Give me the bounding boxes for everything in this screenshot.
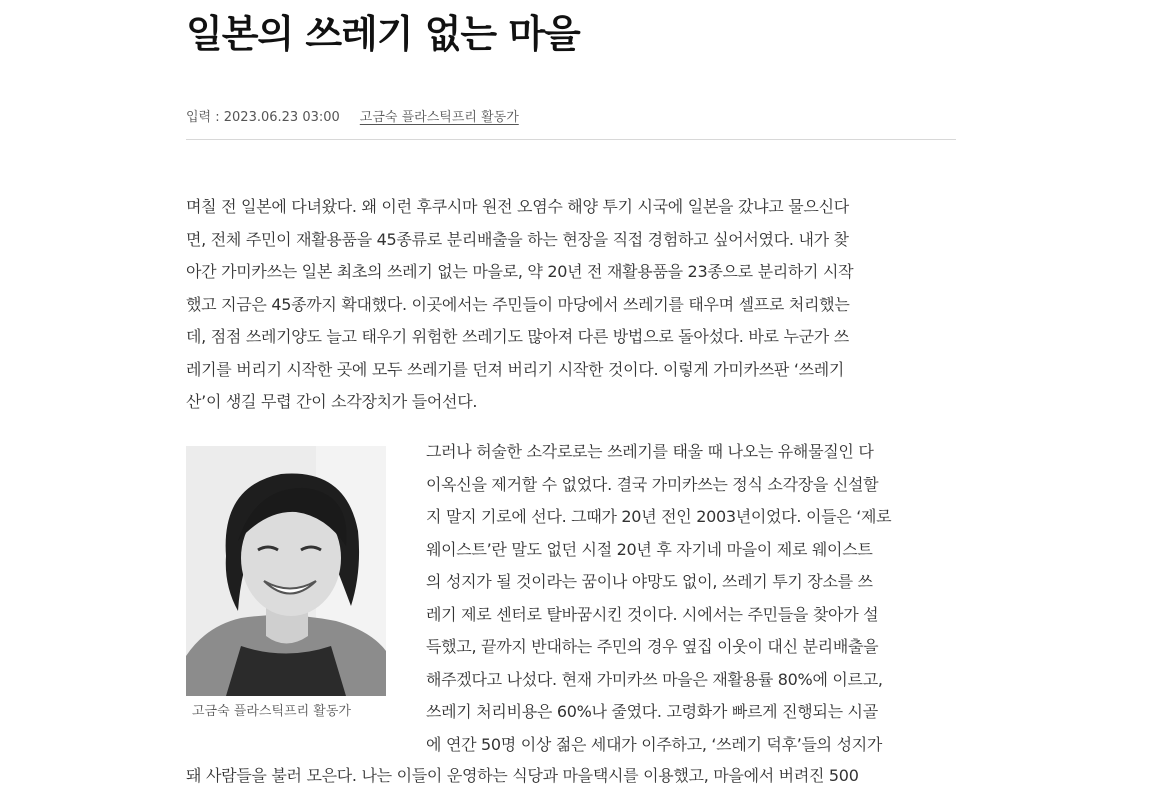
paragraph-line: 지 말지 기로에 선다. 그때가 20년 전인 2003년이었다. 이들은 ‘제로 bbox=[426, 507, 892, 526]
paragraph-line: 이옥신을 제거할 수 없었다. 결국 가미카쓰는 정식 소각장을 신설할 bbox=[426, 474, 879, 494]
paragraph-1 bbox=[186, 191, 916, 419]
paragraph-line: 쓰레기 처리비용은 60%나 줄였다. 고령화가 빠르게 진행되는 시골 bbox=[426, 702, 878, 721]
header-divider bbox=[186, 139, 956, 140]
author-photo bbox=[186, 446, 386, 696]
paragraph-line: 웨이스트’란 말도 없던 시절 20년 후 자기네 마을이 제로 웨이스트 bbox=[426, 539, 873, 559]
paragraph-line: 며칠 전 일본에 다녀왔다. 왜 이런 후쿠시마 원전 오염수 해양 투기 시국에 일본을 갔냐고 물으신다 bbox=[186, 197, 849, 216]
paragraph-line: 해주겠다고 나섰다. 현재 가미카쓰 마을은 재활용률 80%에 이르고, bbox=[426, 669, 883, 689]
paragraph-line: 레기를 버리기 시작한 곳에 모두 쓰레기를 던져 버리기 시작한 것이다. 이렇게 가미카쓰판 ‘쓰레기 bbox=[186, 359, 845, 379]
paragraph-line: 돼 사람들을 불러 모은다. 나는 이들이 운영하는 식당과 마을택시를 이용했고, 마을에서 버려진 500 bbox=[186, 766, 859, 785]
paragraph-line: 면, 전체 주민이 재활용품을 45종류로 분리배출을 하는 현장을 직접 경험하고 싶어서였다. 내가 찾 bbox=[186, 229, 849, 249]
input-date: 입력 : 2023.06.23 03:00 bbox=[186, 109, 340, 125]
paragraph-line: 의 성지가 될 것이라는 꿈이나 야망도 없이, 쓰레기 투기 장소를 쓰 bbox=[426, 572, 873, 591]
paragraph-line: 아간 가미카쓰는 일본 최초의 쓰레기 없는 마을로, 약 20년 전 재활용품을 23종으로 분리하기 시작 bbox=[186, 262, 854, 281]
paragraph-line: 에 연간 50명 이상 젊은 세대가 이주하고, ‘쓰레기 덕후’들의 성지가 bbox=[426, 734, 883, 754]
author-link[interactable]: 고금숙 플라스틱프리 활동가 bbox=[359, 109, 519, 125]
paragraph-2-continued bbox=[186, 760, 926, 793]
paragraph-line: 산’이 생길 무렵 간이 소각장치가 들어선다. bbox=[186, 392, 478, 411]
paragraph-line: 데, 점점 쓰레기양도 늘고 태우기 위험한 쓰레기도 많아져 다른 방법으로 돌아섰다. 바로 누군가 쓰 bbox=[186, 327, 849, 346]
paragraph-line: 그러나 허술한 소각로로는 쓰레기를 태울 때 나오는 유해물질인 다 bbox=[426, 442, 874, 461]
author-photo-figure bbox=[186, 446, 386, 721]
paragraph-2 bbox=[426, 436, 926, 761]
article-meta bbox=[186, 105, 519, 125]
paragraph-line: 레기 제로 센터로 탈바꿈시킨 것이다. 시에서는 주민들을 찾아가 설 bbox=[426, 604, 879, 624]
paragraph-line: 했고 지금은 45종까지 확대했다. 이곳에서는 주민들이 마당에서 쓰레기를 태우며 셀프로 처리했는 bbox=[186, 294, 850, 314]
photo-caption: 고금숙 플라스틱프리 활동가 bbox=[192, 704, 351, 719]
article-title: 일본의 쓰레기 없는 마을 bbox=[186, 12, 580, 56]
paragraph-line: 득했고, 끝까지 반대하는 주민의 경우 옆집 이웃이 대신 분리배출을 bbox=[426, 637, 879, 656]
portrait-image bbox=[186, 446, 386, 696]
